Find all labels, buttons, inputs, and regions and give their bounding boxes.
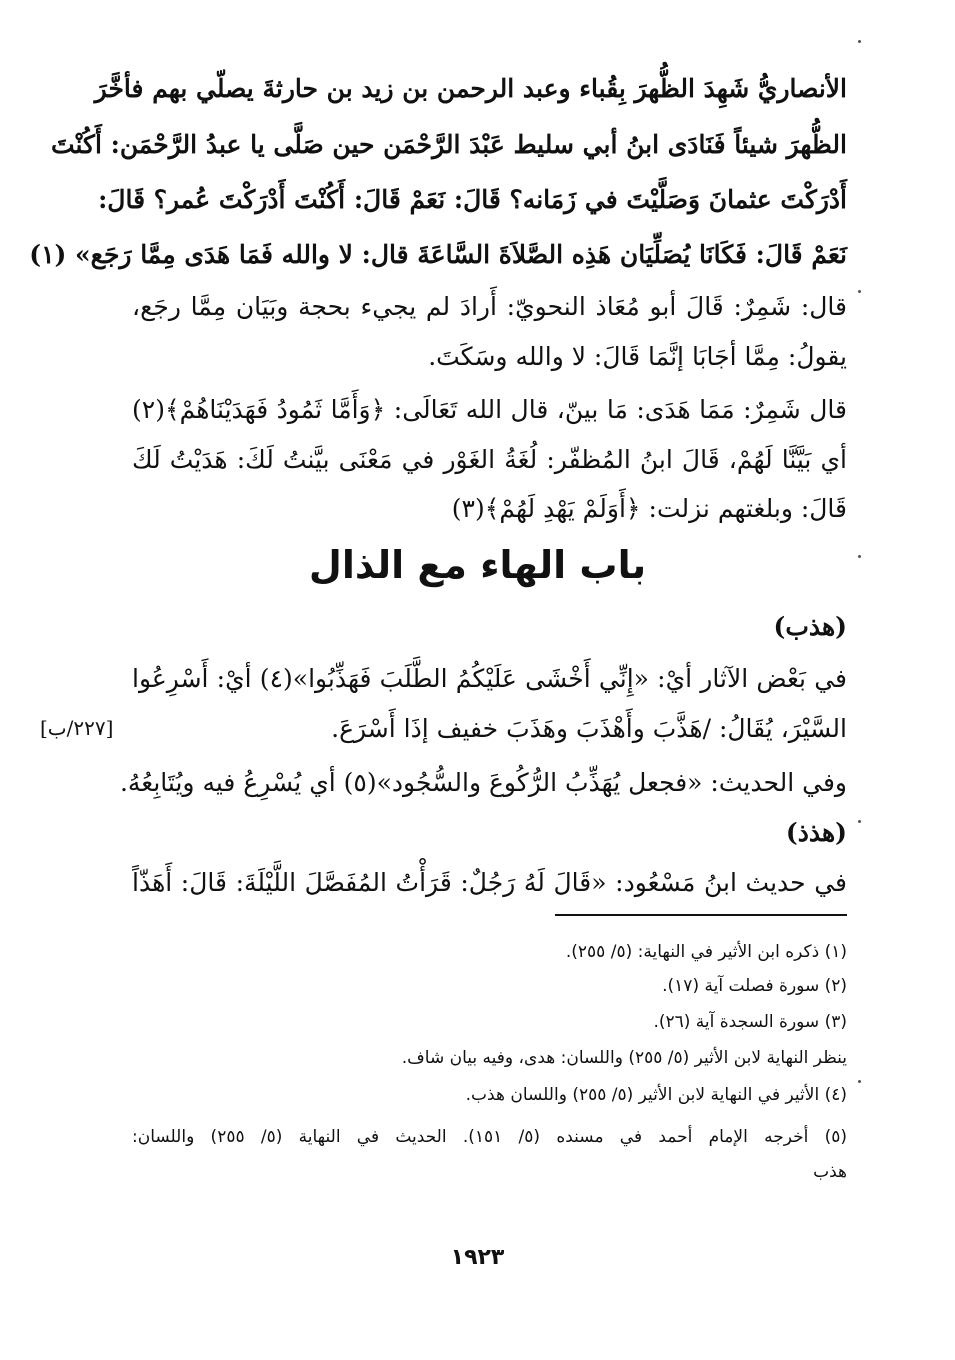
body-line: قال: شَمِرٌ: قَالَ أبو مُعَاذ النحويّ: أَرادَ لم يجيء بحجة وبَيَان مِمَّا رجَع،	[132, 292, 847, 321]
scan-mark	[858, 820, 861, 823]
footnote: هذب	[813, 1162, 847, 1182]
footnote: (١) ذكره ابن الأثير في النهاية: (٥/ ٢٥٥).	[565, 942, 847, 962]
body-line: قال شَمِرٌ: مَمَا هَدَى: مَا بينّ، قال الله تَعَالَى: ﴿وَأَمَّا ثَمُودُ فَهَدَيْنَاهُمْ﴾(٢)	[132, 395, 847, 424]
scan-mark	[858, 40, 861, 43]
scan-mark	[858, 1080, 861, 1083]
footnote: (٤) الأثير في النهاية لابن الأثير (٥/ ٢٥٥) واللسان هذب.	[465, 1085, 847, 1105]
body-line: الظُّهرَ شيئاً فَنَادَى ابنُ أبي سليط عَبْدَ الرَّحْمَن حين صَلَّى يا عبدُ الرَّحْمَن: أَكُنْتَ	[50, 130, 847, 159]
manuscript-folio-ref: [٢٢٧/ب]	[40, 716, 114, 740]
scan-mark	[858, 290, 861, 293]
footnote-separator	[555, 914, 847, 916]
entry-line: في حديث ابنُ مَسْعُود: «قَالَ لَهُ رَجُلٌ: قَرَأْتُ المُفَصَّلَ اللَّيْلَةَ: قَالَ: أَهَذّاً	[132, 868, 847, 897]
body-line: قَالَ: وبلغتهم نزلت: ﴿أَوَلَمْ يَهْدِ لَهُمْ﴾(٣)	[451, 494, 847, 523]
body-line: نَعَمْ قَالَ: فَكَانَا يُصَلِّيَان هَذِه الصَّلاَةَ السَّاعَةَ قال: لا والله فَمَا هَدَى مِمَّا رَجَع» (١)	[29, 240, 847, 269]
body-line: أَدْرَكْتَ عثمانَ وَصَلَّيْتَ في زَمَانه؟ قَالَ: نَعَمْ قَالَ: أَكُنْتَ أَدْرَكْتَ عُمر؟ قَالَ:	[98, 185, 847, 214]
footnote: (٥) أخرجه الإمام أحمد في مسنده (٥/ ١٥١). الحديث في النهاية (٥/ ٢٥٥) واللسان:	[132, 1127, 848, 1147]
footnote: (٣) سورة السجدة آية (٢٦).	[653, 1012, 847, 1032]
body-line: أي بَيَّنَّا لَهُمْ، قَالَ ابنُ المُظفّر: لُغَةُ الغَوْر في مَعْنَى بيَّنتُ لَكَ: هَدَيْتُ لَكَ	[132, 445, 847, 474]
body-line: يقولُ: مِمَّا أجَابَا إنَّمَا قَالَ: لا والله وسَكَتَ.	[428, 342, 847, 371]
body-line: الأنصاريُّ شَهِدَ الظُّهرَ بِقُباء وعبد الرحمن بن زيد بن حارثةَ يصلّي بهم فأخَّرَ	[94, 74, 847, 103]
entry-line: السَّيْرَ، يُقَالُ: /هَذَّبَ وأَهْذَبَ وهَذَبَ خفيف إذَا أَسْرَعَ.	[331, 714, 847, 743]
entry-line: وفي الحديث: «فجعل يُهَذِّبُ الرُّكُوعَ والسُّجُود»(٥) أي يُسْرِعُ فيه ويُتَابِعُهُ.	[119, 768, 847, 797]
footnote: (٢) سورة فصلت آية (١٧).	[662, 976, 847, 996]
page-number: ١٩٢٣	[450, 1245, 505, 1270]
footnote: ينظر النهاية لابن الأثير (٥/ ٢٥٥) واللسان: هدى، وفيه بيان شاف.	[401, 1048, 847, 1068]
chapter-heading: باب الهاء مع الذال	[308, 543, 647, 587]
entry-title: (هذب)	[773, 612, 847, 641]
scan-mark	[858, 555, 861, 558]
entry-title: (هذذ)	[785, 818, 847, 847]
entry-line: في بَعْض الآثار أيْ: «إِنِّي أَخْشَى عَلَيْكُمُ الطَّلَبَ فَهَذِّبُوا»(٤) أيْ: أَسْرِعُوا	[132, 664, 847, 693]
